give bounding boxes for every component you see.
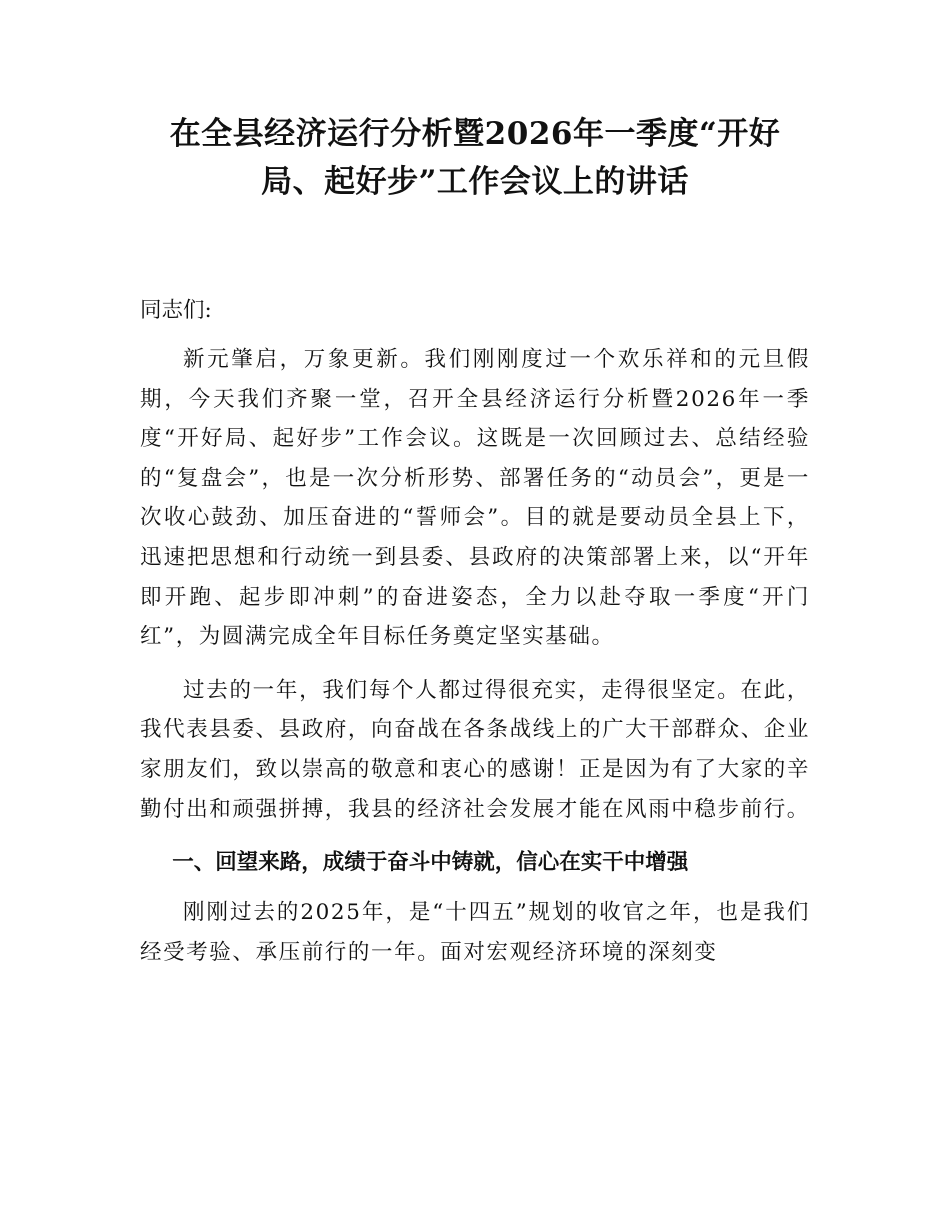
- body-paragraph: 新元肇启，万象更新。我们刚刚度过一个欢乐祥和的元旦假期，今天我们齐聚一堂，召开全县经济运行分析暨2026年一季度“开好局、起好步”工作会议。这既是一次回顾过去、总结经验的“复盘会”，也是一次分析形势、部署任务的“动员会”，更是一次收心鼓劲、加压奋进的“誓师会”。目的就是要动员全县上下，迅速把思想和行动统一到县委、县政府的决策部署上来，以“开年即开跑、起步即冲刺”的奋进姿态，全力以赴夺取一季度“开门红”，为圆满完成全年目标任务奠定坚实基础。: [140, 347, 810, 650]
- body-paragraph: 过去的一年，我们每个人都过得很充实，走得很坚定。在此，我代表县委、县政府，向奋战在各条战线上的广大干部群众、企业家朋友们，致以崇高的敬意和衷心的感谢！正是因为有了大家的辛勤付出和顽强拼搏，我县的经济社会发展才能在风雨中稳步前行。: [140, 677, 810, 822]
- greeting: 同志们:: [140, 298, 212, 323]
- section-paragraph: 刚刚过去的2025年，是“十四五”规划的收官之年，也是我们经受考验、承压前行的一年。面对宏观经济环境的深刻变: [140, 900, 810, 965]
- document-title: 在全县经济运行分析暨2026年一季度“开好局、起好步”工作会议上的讲话: [169, 116, 781, 200]
- section-heading: 一、回望来路，成绩于奋斗中铸就，信心在实干中增强: [172, 850, 689, 876]
- document-page: [140, 110, 810, 972]
